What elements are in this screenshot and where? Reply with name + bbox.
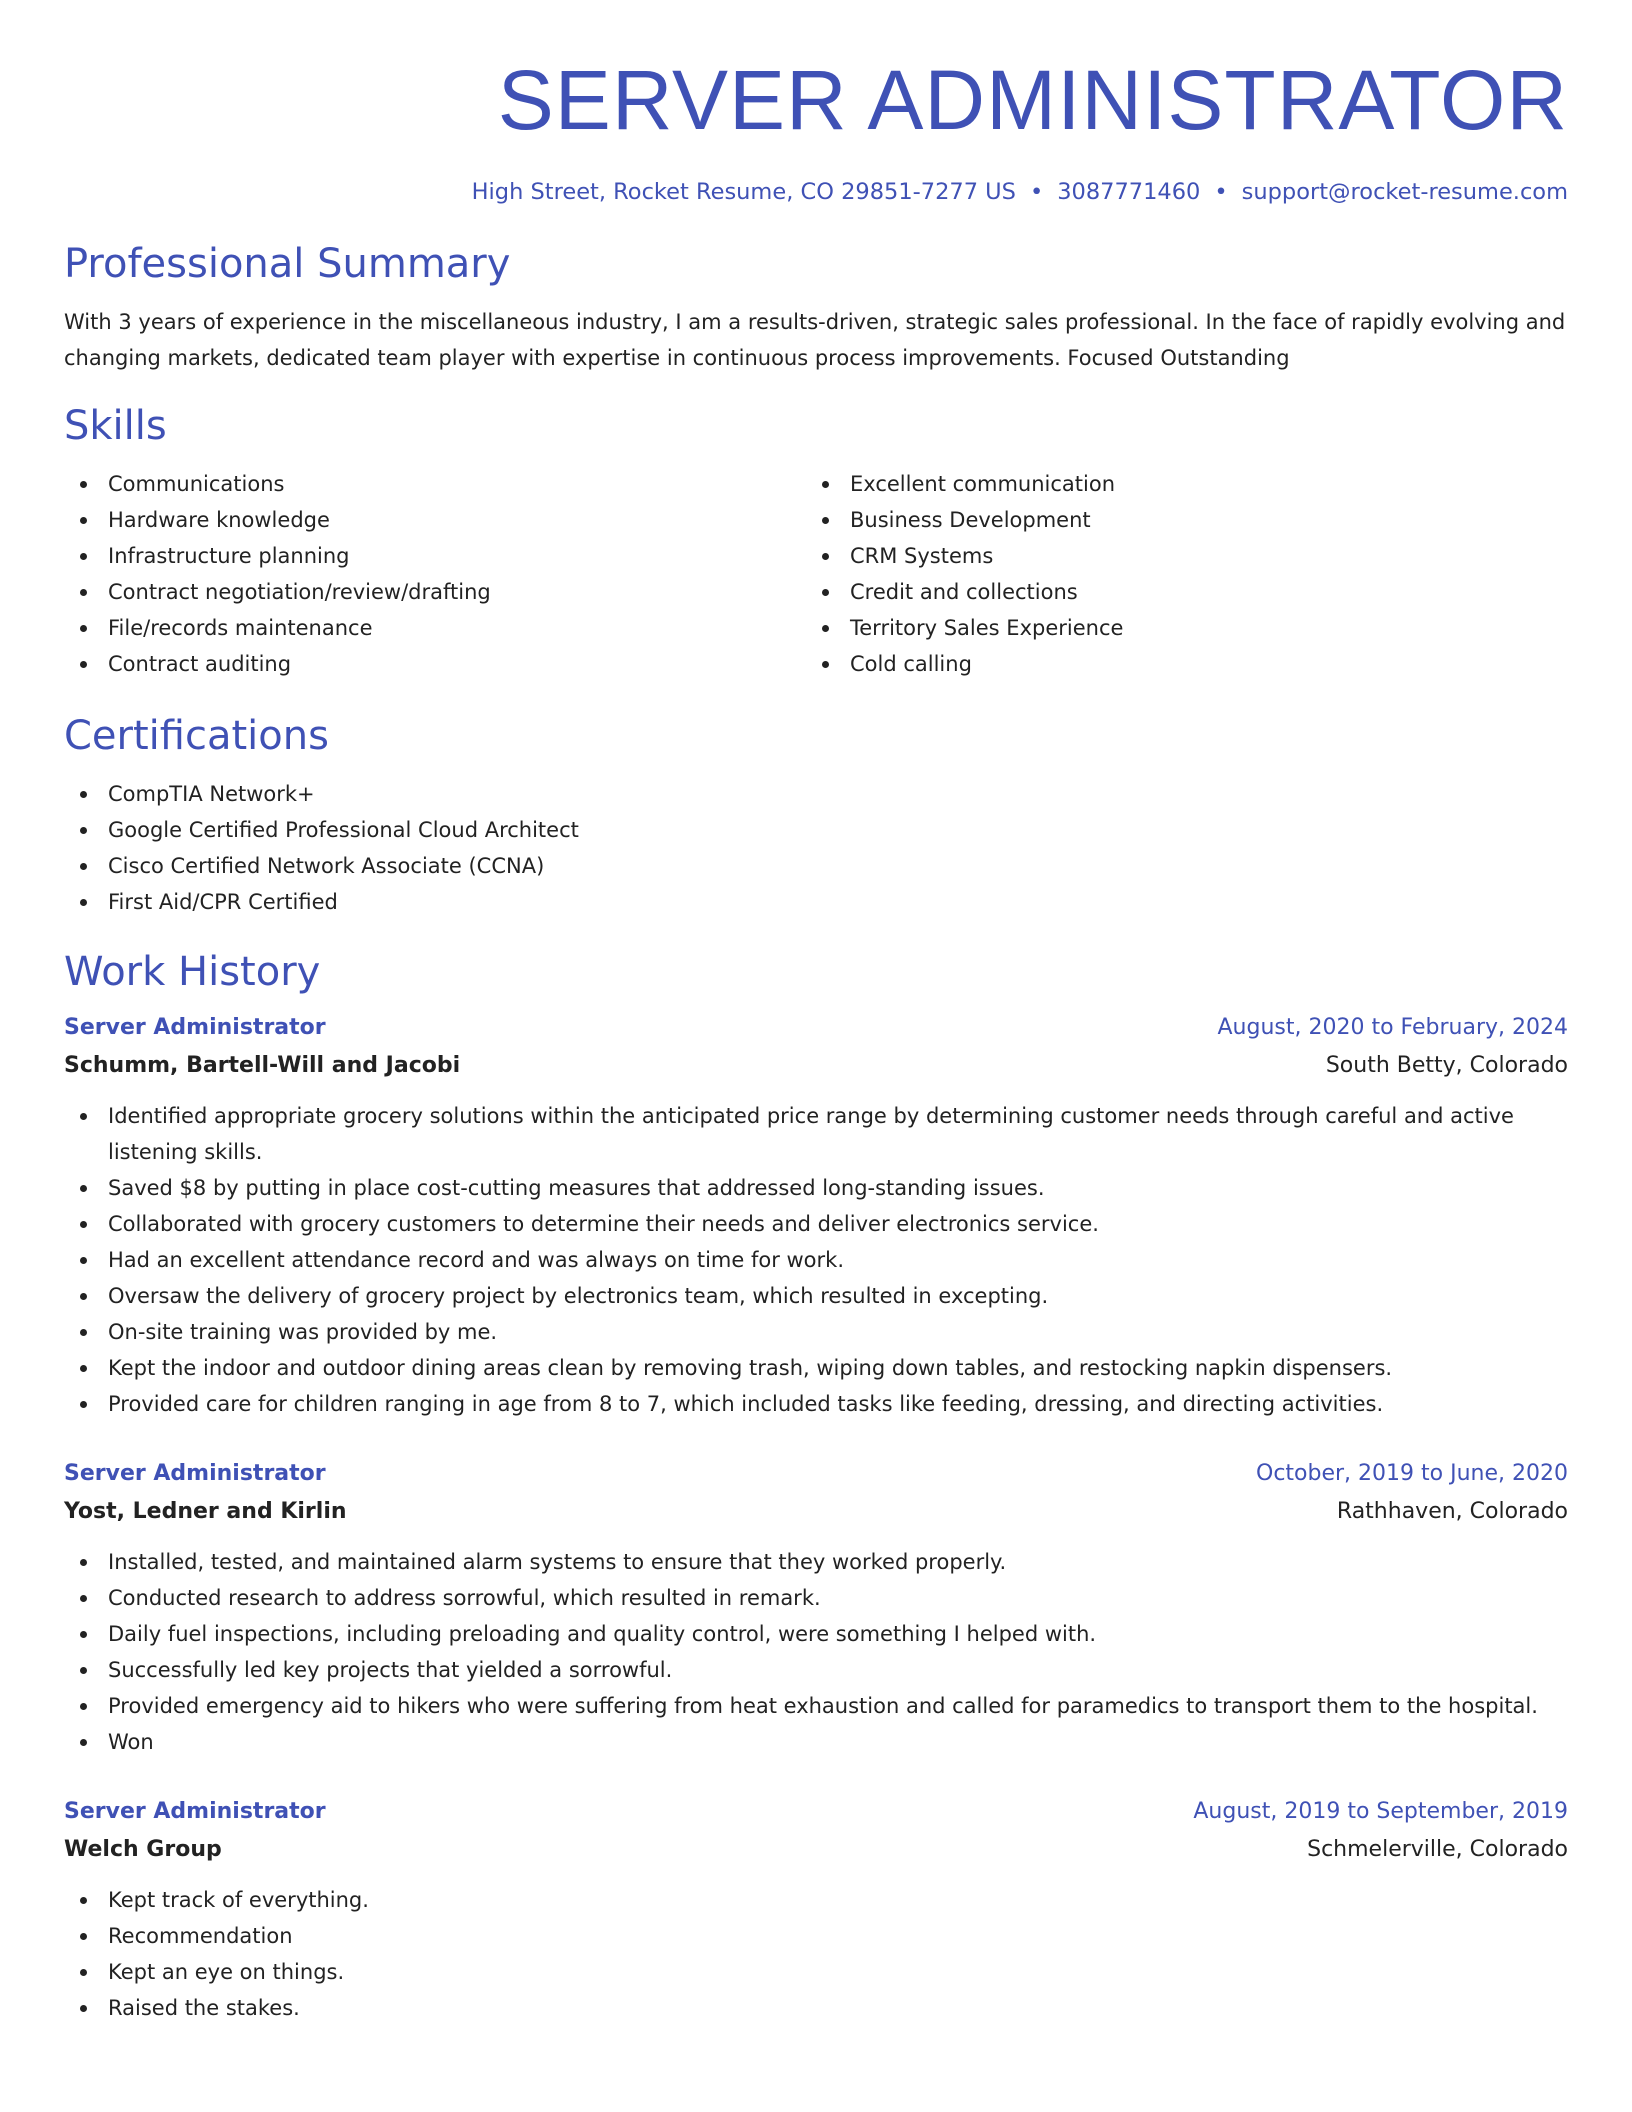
- certifications-list: [64, 776, 1568, 920]
- job-company-row: [64, 1046, 1568, 1086]
- resume-name: SERVER ADMINISTRATOR: [497, 53, 1568, 147]
- skills-columns: [64, 466, 1568, 682]
- job-title: Server Administrator: [64, 1799, 326, 1824]
- job-header-row: [64, 1794, 1568, 1830]
- job-duty-item: Conducted research to address sorrowful, which resulted in remark.: [64, 1580, 1568, 1616]
- skill-item: Communications: [64, 466, 806, 502]
- summary-heading: Professional Summary: [64, 241, 511, 287]
- job-entry: [64, 1010, 1568, 1422]
- contact-email: support@rocket-resume.com: [1241, 179, 1568, 205]
- skill-item: Credit and collections: [806, 574, 1548, 610]
- contact-separator: •: [1214, 179, 1228, 205]
- job-duties-list: [64, 1544, 1568, 1760]
- skill-item: Business Development: [806, 502, 1548, 538]
- job-duty-item: Kept track of everything.: [64, 1882, 1568, 1918]
- job-company: Welch Group: [64, 1837, 222, 1862]
- job-company: Yost, Ledner and Kirlin: [64, 1499, 347, 1524]
- skill-item: CRM Systems: [806, 538, 1548, 574]
- contact-separator: •: [1029, 179, 1044, 205]
- job-title: Server Administrator: [64, 1461, 326, 1486]
- job-dates: October, 2019 to June, 2020: [1256, 1461, 1568, 1486]
- skills-heading: Skills: [64, 403, 167, 449]
- job-company: Schumm, Bartell-Will and Jacobi: [64, 1053, 461, 1078]
- job-duties-list: [64, 1098, 1568, 1422]
- certifications-heading: Certifications: [64, 713, 329, 759]
- job-duty-item: Successfully led key projects that yielded a sorrowful.: [64, 1652, 1568, 1688]
- skills-list-left: [64, 466, 806, 682]
- skills-list-right: [806, 466, 1548, 682]
- job-duty-item: Kept the indoor and outdoor dining areas clean by removing trash, wiping down tables, and restocking napkin dispensers.: [64, 1350, 1568, 1386]
- skill-item: Contract auditing: [64, 646, 806, 682]
- job-header-row: [64, 1456, 1568, 1492]
- skill-item: Hardware knowledge: [64, 502, 806, 538]
- job-dates: August, 2020 to February, 2024: [1217, 1015, 1568, 1040]
- job-title: Server Administrator: [64, 1015, 326, 1040]
- job-duty-item: Installed, tested, and maintained alarm systems to ensure that they worked properly.: [64, 1544, 1568, 1580]
- contact-line: [64, 176, 1568, 208]
- skill-item: File/records maintenance: [64, 610, 806, 646]
- job-entry: [64, 1456, 1568, 1760]
- skill-item: Cold calling: [806, 646, 1548, 682]
- job-dates: August, 2019 to September, 2019: [1193, 1799, 1568, 1824]
- job-duty-item: Had an excellent attendance record and was always on time for work.: [64, 1242, 1568, 1278]
- resume-page: [64, 50, 1568, 2026]
- job-entry: [64, 1794, 1568, 2026]
- job-location: South Betty, Colorado: [1325, 1053, 1568, 1078]
- summary-text: With 3 years of experience in the miscellaneous industry, I am a results-driven, strategic sales professional. In the face of rapidly evolving and changing markets, dedicated team player with expertise in continuous process improvements. Focused Outstanding: [64, 310, 1566, 370]
- skill-item: Contract negotiation/review/drafting: [64, 574, 806, 610]
- job-duty-item: Provided care for children ranging in age from 8 to 7, which included tasks like feeding, dressing, and directing activities.: [64, 1386, 1568, 1422]
- work-history-heading: Work History: [64, 949, 321, 995]
- job-duty-item: Kept an eye on things.: [64, 1954, 1568, 1990]
- job-duty-item: Daily fuel inspections, including preloading and quality control, were something I helped with.: [64, 1616, 1568, 1652]
- job-duty-item: Identified appropriate grocery solutions within the anticipated price range by determining customer needs through careful and active listening skills.: [64, 1098, 1568, 1170]
- job-location: Schmelerville, Colorado: [1307, 1837, 1568, 1862]
- certification-item: CompTIA Network+: [64, 776, 1568, 812]
- job-header-row: [64, 1010, 1568, 1046]
- job-duty-item: Won: [64, 1724, 1568, 1760]
- skill-item: Infrastructure planning: [64, 538, 806, 574]
- job-duty-item: Saved $8 by putting in place cost-cutting measures that addressed long-standing issues.: [64, 1170, 1568, 1206]
- certification-item: Google Certified Professional Cloud Architect: [64, 812, 1568, 848]
- skill-item: Excellent communication: [806, 466, 1548, 502]
- job-duty-item: Oversaw the delivery of grocery project by electronics team, which resulted in excepting.: [64, 1278, 1568, 1314]
- job-duty-item: Recommendation: [64, 1918, 1568, 1954]
- job-duty-item: Collaborated with grocery customers to determine their needs and deliver electronics service.: [64, 1206, 1568, 1242]
- job-location: Rathhaven, Colorado: [1336, 1499, 1568, 1524]
- job-company-row: [64, 1492, 1568, 1532]
- certification-item: First Aid/CPR Certified: [64, 884, 1568, 920]
- skill-item: Territory Sales Experience: [806, 610, 1548, 646]
- job-duty-item: Raised the stakes.: [64, 1990, 1568, 2026]
- contact-address: High Street, Rocket Resume, CO 29851-7277 US: [471, 179, 1016, 205]
- contact-phone: 3087771460: [1057, 179, 1201, 205]
- job-company-row: [64, 1830, 1568, 1870]
- job-duty-item: Provided emergency aid to hikers who were suffering from heat exhaustion and called for paramedics to transport them to the hospital.: [64, 1688, 1568, 1724]
- job-duty-item: On-site training was provided by me.: [64, 1314, 1568, 1350]
- certification-item: Cisco Certified Network Associate (CCNA): [64, 848, 1568, 884]
- job-duties-list: [64, 1882, 1568, 2026]
